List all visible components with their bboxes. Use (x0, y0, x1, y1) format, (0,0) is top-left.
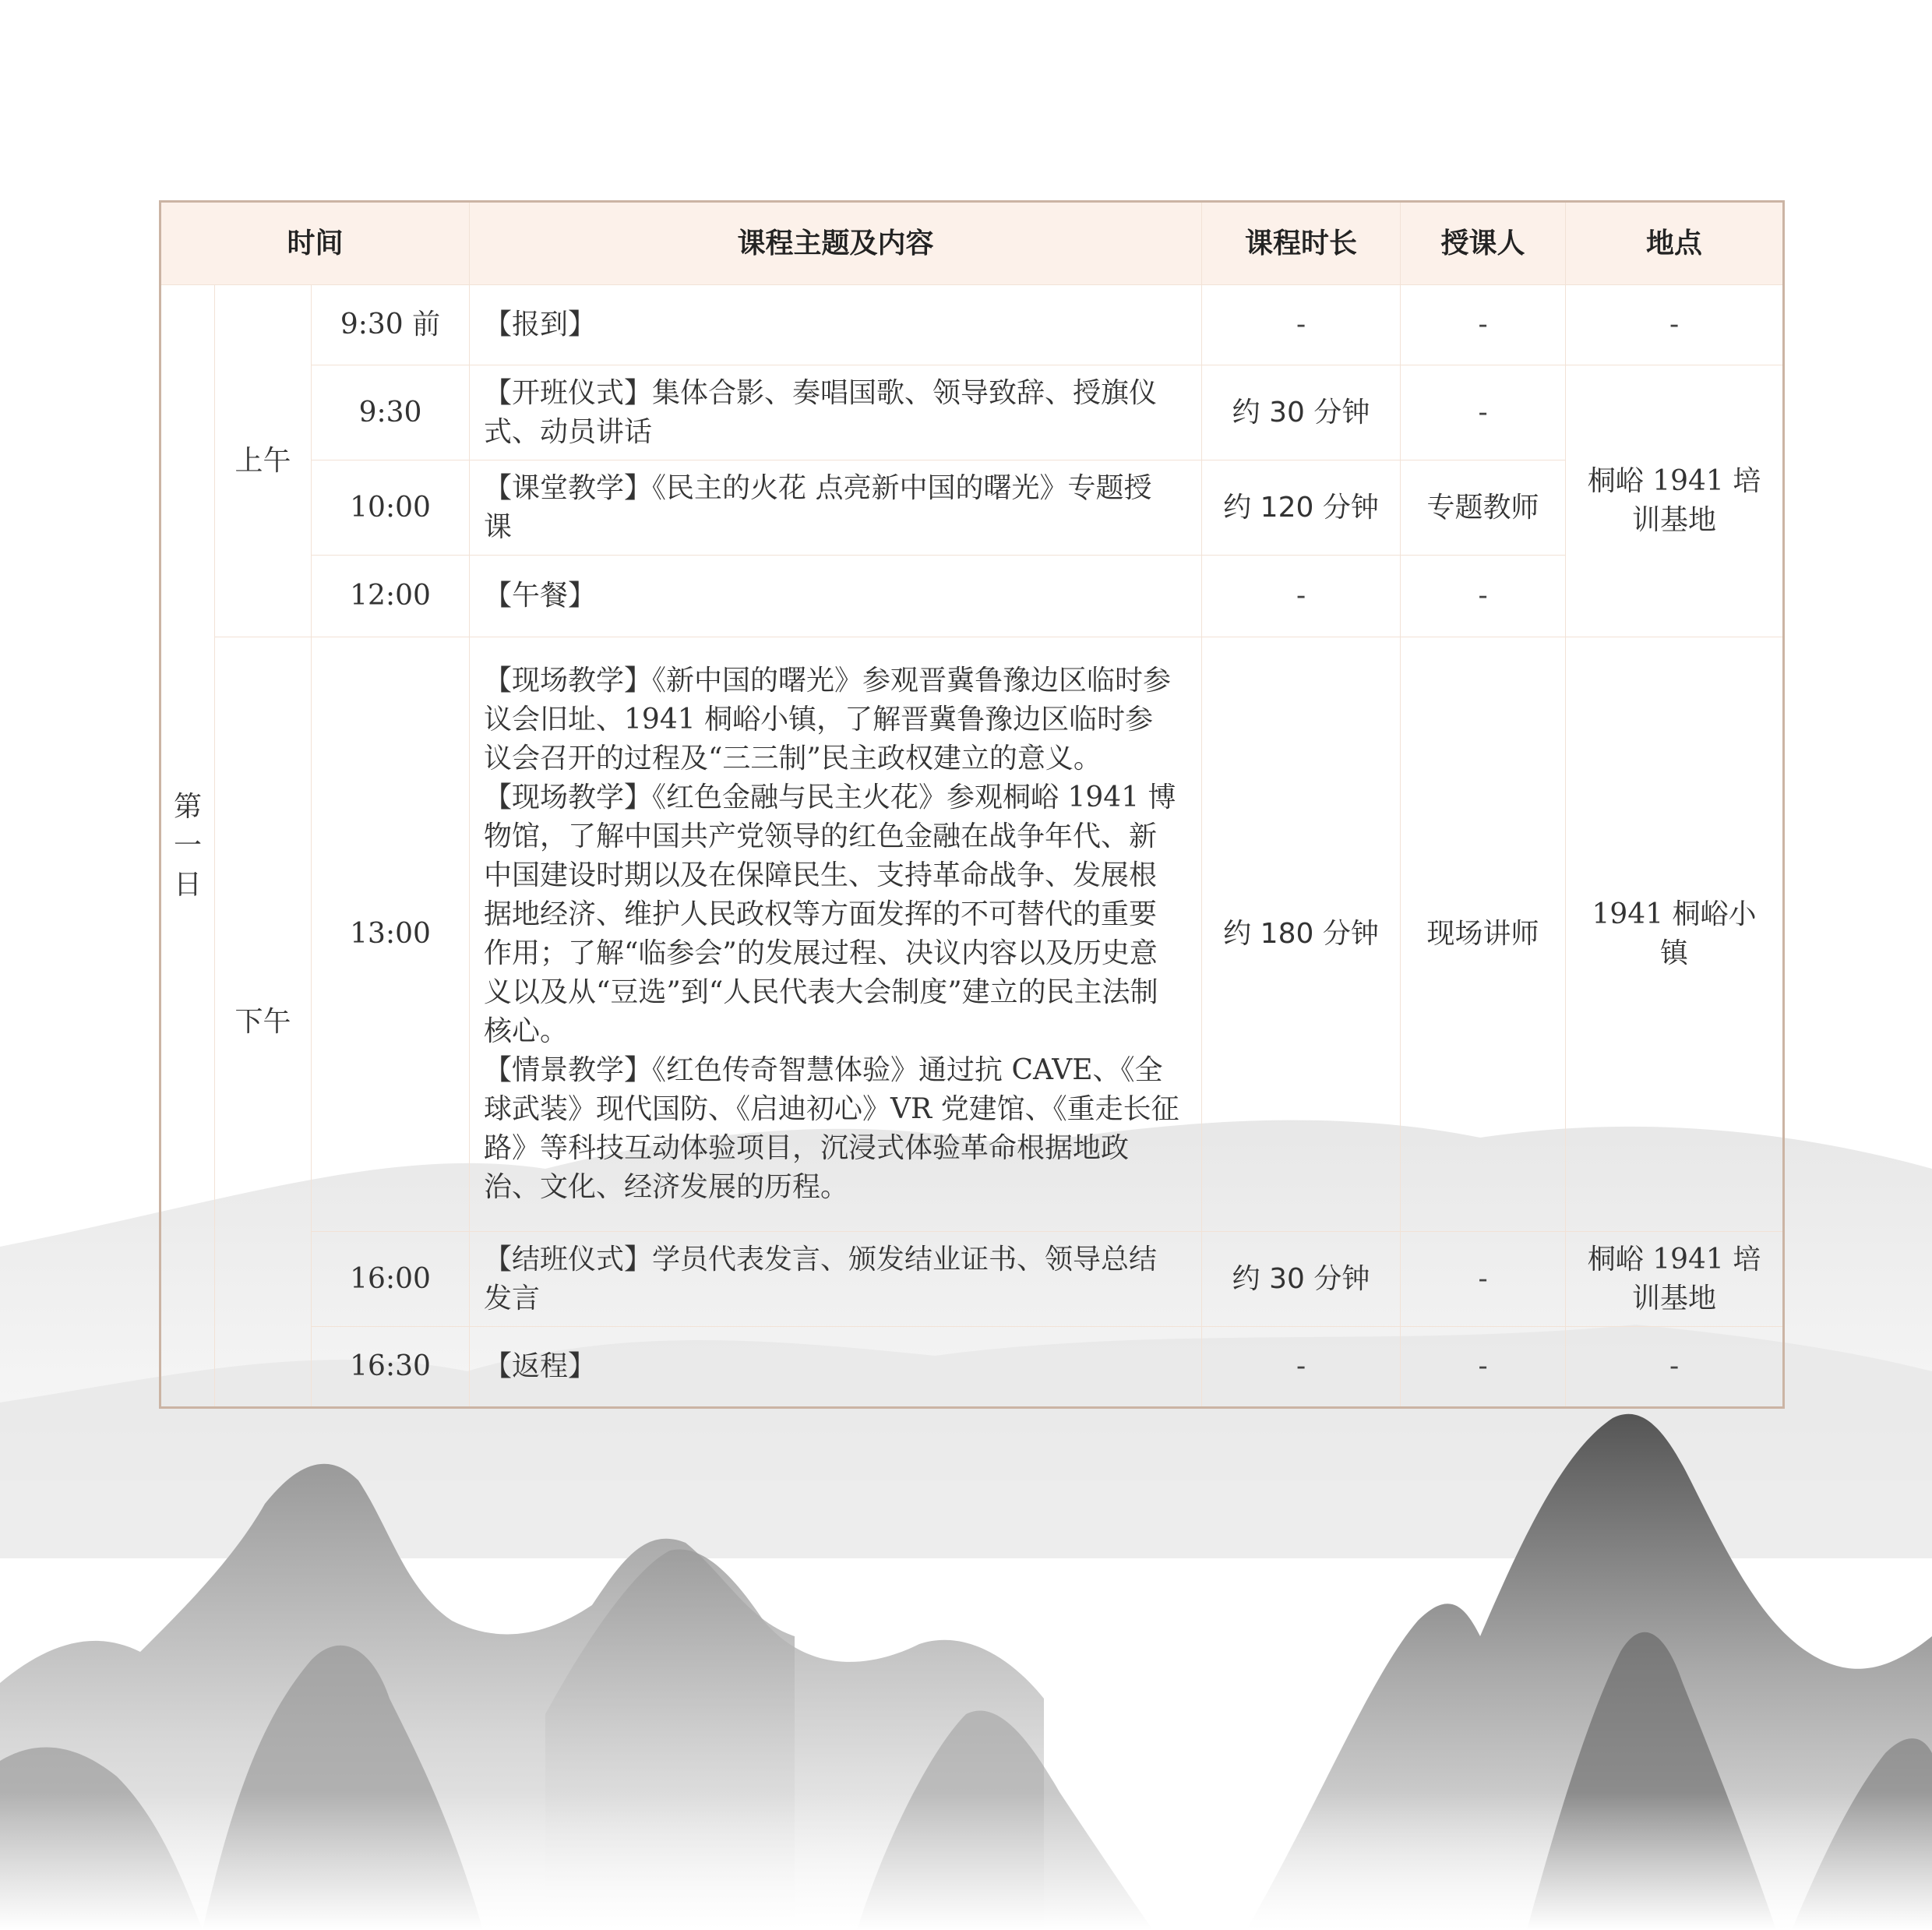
row-time: 9:30 (312, 365, 470, 460)
row-time: 16:00 (312, 1232, 470, 1327)
period-afternoon: 下午 (215, 637, 312, 1408)
row-content: 【午餐】 (470, 556, 1202, 637)
row-duration: 约 120 分钟 (1202, 460, 1401, 556)
row-location: 桐峪 1941 培训基地 (1566, 1232, 1784, 1327)
table-row (160, 1327, 1784, 1408)
day-label: 第一日 (160, 285, 215, 1408)
header-time: 时间 (160, 202, 470, 285)
row-instructor: 专题教师 (1401, 460, 1566, 556)
row-duration: 约 180 分钟 (1202, 637, 1401, 1232)
table-row (160, 1232, 1784, 1327)
content-paragraph: 【情景教学】《红色传奇智慧体验》通过抗 CAVE、《全球武装》现代国防、《启迪初心》VR 党建馆、《重走长征路》等科技互动体验项目，沉浸式体验革命根据地政治、文化、经济发展的历程。 (484, 1054, 1179, 1203)
row-instructor: - (1401, 285, 1566, 365)
row-time: 12:00 (312, 556, 470, 637)
table-row (160, 637, 1784, 1232)
row-instructor: 现场讲师 (1401, 637, 1566, 1232)
period-morning: 上午 (215, 285, 312, 637)
row-location: - (1566, 285, 1784, 365)
schedule-table (159, 200, 1785, 1409)
content-paragraph: 【现场教学】《新中国的曙光》参观晋冀鲁豫边区临时参议会旧址、1941 桐峪小镇，了解晋冀鲁豫边区临时参议会召开的过程及“三三制”民主政权建立的意义。 (484, 665, 1172, 774)
row-duration: - (1202, 285, 1401, 365)
row-instructor: - (1401, 365, 1566, 460)
table-row (160, 556, 1784, 637)
row-duration: - (1202, 556, 1401, 637)
row-content: 【开班仪式】集体合影、奏唱国歌、领导致辞、授旗仪式、动员讲话 (470, 365, 1202, 460)
header-content: 课程主题及内容 (470, 202, 1202, 285)
row-duration: 约 30 分钟 (1202, 365, 1401, 460)
row-time: 9:30 前 (312, 285, 470, 365)
header-location: 地点 (1566, 202, 1784, 285)
row-time: 13:00 (312, 637, 470, 1232)
row-content: 【结班仪式】学员代表发言、颁发结业证书、领导总结发言 (470, 1232, 1202, 1327)
row-content: 【返程】 (470, 1327, 1202, 1408)
row-content: 【报到】 (470, 285, 1202, 365)
row-instructor: - (1401, 1232, 1566, 1327)
row-duration: - (1202, 1327, 1401, 1408)
header-duration: 课程时长 (1202, 202, 1401, 285)
row-time: 10:00 (312, 460, 470, 556)
row-location: 桐峪 1941 培训基地 (1566, 365, 1784, 637)
content-paragraph: 【现场教学】《红色金融与民主火花》参观桐峪 1941 博物馆，了解中国共产党领导的红色金融在战争年代、新中国建设时期以及在保障民生、支持革命战争、发展根据地经济、维护人民政权等方面发挥的不可替代的重要作用；了解“临参会”的发展过程、决议内容以及历史意义以及从“豆选”到“人民代表大会制度”建立的民主法制核心。 (484, 782, 1176, 1047)
table-row (160, 460, 1784, 556)
row-content: 【课堂教学】《民主的火花 点亮新中国的曙光》专题授课 (470, 460, 1202, 556)
table-row (160, 285, 1784, 365)
row-location: 1941 桐峪小镇 (1566, 637, 1784, 1232)
row-location: - (1566, 1327, 1784, 1408)
row-time: 16:30 (312, 1327, 470, 1408)
table-row (160, 365, 1784, 460)
row-instructor: - (1401, 1327, 1566, 1408)
row-content (470, 637, 1202, 1232)
row-instructor: - (1401, 556, 1566, 637)
header-instructor: 授课人 (1401, 202, 1566, 285)
row-duration: 约 30 分钟 (1202, 1232, 1401, 1327)
table-header-row (160, 202, 1784, 285)
